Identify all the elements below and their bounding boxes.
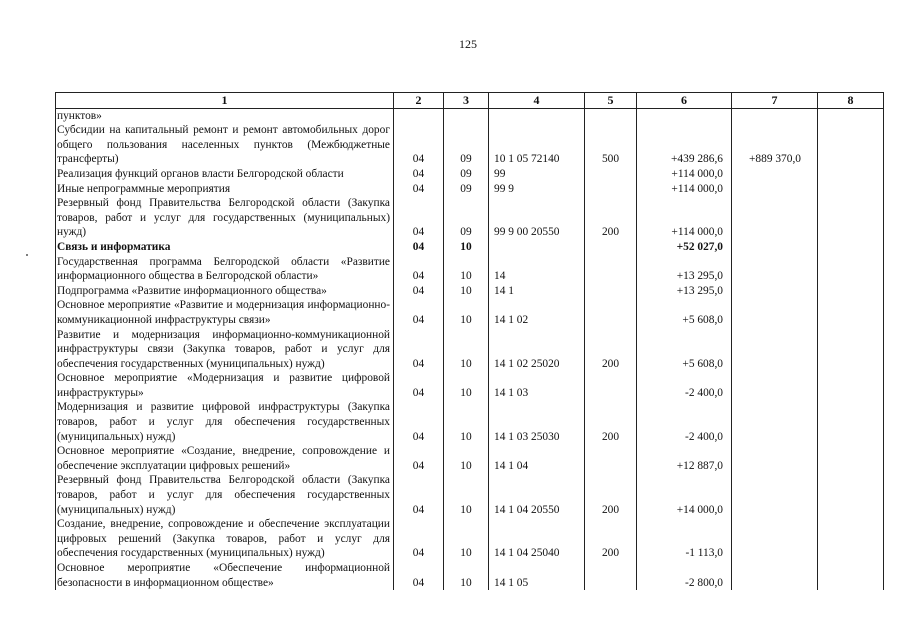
- row-amount: -2 400,0: [637, 400, 732, 444]
- column-header-3: 3: [444, 93, 489, 109]
- row-section: 04: [394, 255, 444, 284]
- row-amount: [637, 108, 732, 123]
- row-amount-2: [732, 167, 818, 182]
- table-row: [56, 255, 884, 284]
- row-expense-type: 200: [585, 328, 637, 372]
- row-subsection: [444, 108, 489, 123]
- row-subsection: 10: [444, 371, 489, 400]
- row-subsection: 09: [444, 167, 489, 182]
- row-amount-2: [732, 328, 818, 372]
- row-name: Резервный фонд Правительства Белгородской области (Закупка товаров, работ и услуг для государственных (муниципальных) нужд): [56, 196, 394, 240]
- row-subsection: 10: [444, 240, 489, 255]
- row-amount: +13 295,0: [637, 284, 732, 299]
- row-name: Создание, внедрение, сопровождение и обеспечение эксплуатации цифровых решений (Закупка товаров, работ и услуг для обеспечения государственных (муниципальных) нужд): [56, 517, 394, 561]
- row-extra: [818, 167, 884, 182]
- row-extra: [818, 108, 884, 123]
- row-name: Основное мероприятие «Создание, внедрение, сопровождение и обеспечение эксплуатации цифровых решений»: [56, 444, 394, 473]
- row-section: [394, 108, 444, 123]
- row-subsection: 10: [444, 298, 489, 327]
- row-section: 04: [394, 517, 444, 561]
- row-amount-2: [732, 400, 818, 444]
- row-subsection: 10: [444, 473, 489, 517]
- row-name: Основное мероприятие «Развитие и модернизация информационно-коммуникационной инфраструктуры связи»: [56, 298, 394, 327]
- row-target-code: 10 1 05 72140: [489, 123, 585, 167]
- row-subsection: 10: [444, 284, 489, 299]
- row-subsection: 10: [444, 444, 489, 473]
- row-extra: [818, 182, 884, 197]
- table-row: [56, 182, 884, 197]
- row-target-code: 14 1 05: [489, 561, 585, 590]
- row-target-code: 14: [489, 255, 585, 284]
- row-target-code: 14 1 04: [489, 444, 585, 473]
- row-target-code: 14 1 04 20550: [489, 473, 585, 517]
- scan-speck: [26, 254, 28, 256]
- row-subsection: 09: [444, 123, 489, 167]
- table-row: [56, 444, 884, 473]
- row-target-code: 14 1 04 25040: [489, 517, 585, 561]
- row-subsection: 10: [444, 328, 489, 372]
- row-extra: [818, 400, 884, 444]
- row-section: 04: [394, 167, 444, 182]
- row-amount-2: [732, 371, 818, 400]
- row-amount: +52 027,0: [637, 240, 732, 255]
- row-amount-2: [732, 473, 818, 517]
- budget-table: [55, 92, 884, 590]
- row-name: Реализация функций органов власти Белгородской области: [56, 167, 394, 182]
- column-header-4: 4: [489, 93, 585, 109]
- table-row: [56, 400, 884, 444]
- row-expense-type: 500: [585, 123, 637, 167]
- row-expense-type: [585, 298, 637, 327]
- table-row: [56, 167, 884, 182]
- row-target-code: 99 9: [489, 182, 585, 197]
- row-amount-2: [732, 298, 818, 327]
- row-subsection: 09: [444, 196, 489, 240]
- row-amount: +114 000,0: [637, 182, 732, 197]
- row-name: Модернизация и развитие цифровой инфраструктуры (Закупка товаров, работ и услуг для обеспечения государственных (муниципальных) нужд): [56, 400, 394, 444]
- row-amount-2: [732, 444, 818, 473]
- row-amount: +114 000,0: [637, 167, 732, 182]
- row-name: Основное мероприятие «Обеспечение информационной безопасности в информационном обществе»: [56, 561, 394, 590]
- row-name: Развитие и модернизация информационно-коммуникационной инфраструктуры связи (Закупка товаров, работ и услуг для обеспечения государственных (муниципальных) нужд): [56, 328, 394, 372]
- row-amount: -2 800,0: [637, 561, 732, 590]
- table-body: [56, 108, 884, 590]
- row-extra: [818, 284, 884, 299]
- row-amount: +13 295,0: [637, 255, 732, 284]
- table-row: [56, 298, 884, 327]
- row-extra: [818, 517, 884, 561]
- row-subsection: 10: [444, 400, 489, 444]
- column-header-7: 7: [732, 93, 818, 109]
- row-amount-2: [732, 561, 818, 590]
- row-target-code: 14 1 02: [489, 298, 585, 327]
- table-row: [56, 561, 884, 590]
- row-section: 04: [394, 561, 444, 590]
- row-extra: [818, 123, 884, 167]
- page-number: 125: [459, 37, 477, 51]
- row-extra: [818, 328, 884, 372]
- row-extra: [818, 255, 884, 284]
- row-extra: [818, 298, 884, 327]
- row-amount: -2 400,0: [637, 371, 732, 400]
- row-target-code: 14 1: [489, 284, 585, 299]
- row-amount: -1 113,0: [637, 517, 732, 561]
- row-name: Связь и информатика: [56, 240, 394, 255]
- row-amount-2: [732, 255, 818, 284]
- row-amount-2: [732, 517, 818, 561]
- column-header-1: 1: [56, 93, 394, 109]
- row-section: 04: [394, 284, 444, 299]
- row-target-code: [489, 108, 585, 123]
- row-expense-type: 200: [585, 517, 637, 561]
- row-extra: [818, 444, 884, 473]
- row-amount-2: [732, 196, 818, 240]
- table-row: [56, 328, 884, 372]
- row-section: 04: [394, 123, 444, 167]
- row-subsection: 10: [444, 517, 489, 561]
- column-header-6: 6: [637, 93, 732, 109]
- row-expense-type: [585, 240, 637, 255]
- table-row: [56, 196, 884, 240]
- row-section: 04: [394, 400, 444, 444]
- table-row: [56, 371, 884, 400]
- row-target-code: 99: [489, 167, 585, 182]
- table-row: [56, 284, 884, 299]
- row-expense-type: 200: [585, 473, 637, 517]
- row-amount: +12 887,0: [637, 444, 732, 473]
- row-section: 04: [394, 182, 444, 197]
- row-expense-type: [585, 371, 637, 400]
- row-name: Основное мероприятие «Модернизация и развитие цифровой инфраструктуры»: [56, 371, 394, 400]
- row-subsection: 10: [444, 255, 489, 284]
- row-target-code: [489, 240, 585, 255]
- column-header-8: 8: [818, 93, 884, 109]
- column-header-5: 5: [585, 93, 637, 109]
- row-extra: [818, 561, 884, 590]
- table-row: [56, 108, 884, 123]
- row-name: пунктов»: [56, 108, 394, 123]
- row-target-code: 14 1 03: [489, 371, 585, 400]
- row-name: Субсидии на капитальный ремонт и ремонт автомобильных дорог общего пользования населенных пунктов (Межбюджетные трансферты): [56, 123, 394, 167]
- row-expense-type: [585, 167, 637, 182]
- row-section: 04: [394, 328, 444, 372]
- row-section: 04: [394, 240, 444, 255]
- row-section: 04: [394, 196, 444, 240]
- row-amount: +5 608,0: [637, 328, 732, 372]
- row-name: Иные непрограммные мероприятия: [56, 182, 394, 197]
- row-amount: +114 000,0: [637, 196, 732, 240]
- table-header-row: [56, 93, 884, 109]
- row-amount: +439 286,6: [637, 123, 732, 167]
- row-amount-2: [732, 108, 818, 123]
- row-target-code: 14 1 03 25030: [489, 400, 585, 444]
- row-extra: [818, 371, 884, 400]
- row-amount-2: [732, 240, 818, 255]
- row-amount: +5 608,0: [637, 298, 732, 327]
- table-row: [56, 517, 884, 561]
- table-row: [56, 473, 884, 517]
- table-row: [56, 240, 884, 255]
- row-target-code: 99 9 00 20550: [489, 196, 585, 240]
- row-expense-type: [585, 108, 637, 123]
- row-extra: [818, 473, 884, 517]
- row-name: Подпрограмма «Развитие информационного общества»: [56, 284, 394, 299]
- row-extra: [818, 240, 884, 255]
- row-section: 04: [394, 444, 444, 473]
- row-amount: +14 000,0: [637, 473, 732, 517]
- row-expense-type: [585, 182, 637, 197]
- row-expense-type: [585, 561, 637, 590]
- row-expense-type: [585, 284, 637, 299]
- row-section: 04: [394, 473, 444, 517]
- row-target-code: 14 1 02 25020: [489, 328, 585, 372]
- row-amount-2: +889 370,0: [732, 123, 818, 167]
- row-expense-type: 200: [585, 196, 637, 240]
- row-subsection: 09: [444, 182, 489, 197]
- row-expense-type: [585, 255, 637, 284]
- row-section: 04: [394, 298, 444, 327]
- row-name: Государственная программа Белгородской области «Развитие информационного общества в Белгородской области»: [56, 255, 394, 284]
- row-name: Резервный фонд Правительства Белгородской области (Закупка товаров, работ и услуг для обеспечения государственных (муниципальных) нужд): [56, 473, 394, 517]
- row-extra: [818, 196, 884, 240]
- row-expense-type: 200: [585, 400, 637, 444]
- row-amount-2: [732, 284, 818, 299]
- row-amount-2: [732, 182, 818, 197]
- row-subsection: 10: [444, 561, 489, 590]
- column-header-2: 2: [394, 93, 444, 109]
- row-section: 04: [394, 371, 444, 400]
- table-row: [56, 123, 884, 167]
- row-expense-type: [585, 444, 637, 473]
